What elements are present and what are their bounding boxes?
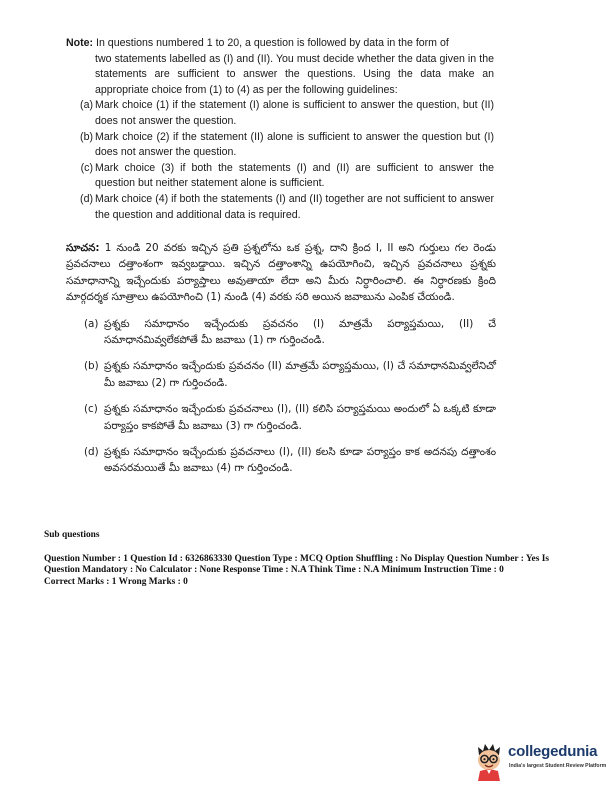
- note-option-b: [66, 130, 494, 161]
- telugu-note-label: సూచన:: [66, 242, 100, 254]
- option-label: (b): [80, 130, 93, 143]
- option-text: Mark choice (3) if both the statements (I) and (II) are sufficient to answer the question but neither statement alone is sufficient.: [95, 161, 494, 190]
- option-text: Mark choice (2) if the statement (II) alone is sufficient to answer the question but (I) does not answer the question.: [95, 130, 494, 159]
- option-text: ప్రశ్నకు సమాధానం ఇచ్చేందుకు ప్రవచనాలు (I), (II) కలిసి పర్యాప్తమయి అందులో ఏ ఒక్కటి కూడా పర్యాప్తం కాకపోతే మీ జవాబు (3) గా గుర్తించండి.: [104, 403, 496, 432]
- question-marks: Correct Marks : 1 Wrong Marks : 0: [44, 576, 188, 587]
- logo-tagline: India's largest Student Review Platform: [509, 763, 607, 769]
- question-details: Question Number : 1 Question Id : 6326863330 Question Type : MCQ Option Shuffling : No Display Question Number : Yes Is Question Mandatory : No Calculator : None Response Time : N.A Think Time : N.A Minimum Instruction Time : 0: [44, 553, 550, 576]
- telugu-intro: [66, 240, 496, 306]
- sub-questions-title: Sub questions: [44, 530, 100, 540]
- note-option-d: [66, 192, 494, 223]
- mascot-icon: [472, 741, 506, 781]
- option-label: (c): [80, 161, 93, 174]
- note-label: Note:: [66, 37, 94, 49]
- option-label: (c): [84, 403, 98, 416]
- option-text: ప్రశ్నకు సమాధానం ఇచ్చేందుకు ప్రవచనాలు (I), (II) కలసి కూడా పర్యాప్తం కాక అదనపు దత్తాంశం అవసరమయితే మీ జవాబు (4) గా గుర్తించండి.: [104, 446, 496, 475]
- option-label: (d): [80, 192, 93, 205]
- telugu-option-b: [84, 358, 496, 391]
- note-intro-rest: two statements labelled as (I) and (II). You must decide whether the data given in the statements are sufficient to answer the questions. Using the data make an appropriate choice from (1) to (4) as per the following guidelines:: [95, 52, 494, 96]
- telugu-note: [66, 240, 496, 477]
- logo-name: collegedunia: [508, 743, 598, 760]
- option-label: (d): [84, 446, 99, 459]
- option-text: ప్రశ్నకు సమాధానం ఇచ్చేందుకు ప్రవచనం (I) మాత్రమే పర్యాప్తమయి, (II) చే సమాధానమివ్వలేకపోతే మీ జవాబు (1) గా గుర్తించండి.: [104, 317, 496, 347]
- note-option-c: [66, 161, 494, 192]
- option-label: (b): [84, 360, 99, 373]
- english-note: [66, 36, 494, 223]
- telugu-intro-text: 1 నుండి 20 వరకు ఇచ్చిన ప్రతి ప్రశ్నలోను ఒక ప్రశ్న, దాని క్రింద I, II అని గుర్తులు గల రెండు ప్రవచనాలు దత్తాంశంగా ఇవ్వబడ్డాయి. ఇచ్చిన దత్తాంశాన్ని ఉపయోగించి, ఇచ్చిన ప్రవచనాలు ప్రశ్నకు సమాధానాన్ని ఇచ్చేందుకు పర్యాప్తాలు అవుతాయా లేదా అని మీరు నిర్ధారించాలి. ఈ నిర్ధారణకు క్రింది మార్గదర్శక సూత్రాలు ఉపయోగించి (1) నుండి (4) వరకు సరి అయిన జవాబును ఎంపిక చేయండి.: [66, 242, 496, 304]
- note-option-a: [66, 98, 494, 129]
- note-intro: [66, 36, 494, 98]
- telugu-option-c: [84, 401, 496, 434]
- option-text: Mark choice (1) if the statement (I) alone is sufficient to answer the question, but (II) does not answer the question.: [95, 99, 494, 127]
- option-text: Mark choice (4) if both the statements (I) and (II) together are not sufficient to answer the question and additional data is required.: [95, 192, 494, 221]
- sub-questions-section: [44, 530, 574, 588]
- option-label: (a): [84, 317, 99, 330]
- collegedunia-logo: [472, 741, 607, 785]
- option-label: (a): [80, 99, 93, 112]
- telugu-option-d: [84, 444, 496, 477]
- telugu-option-a: [84, 316, 496, 349]
- note-intro-first: In questions numbered 1 to 20, a question is followed by data in the form of: [96, 37, 449, 49]
- option-text: ప్రశ్నకు సమాధానం ఇచ్చేందుకు ప్రవచనం (II) మాత్రమే పర్యాప్తమయి, (I) చే సమాధానమివ్వలేనిచో మీ జవాబు (2) గా గుర్తించండి.: [104, 360, 496, 389]
